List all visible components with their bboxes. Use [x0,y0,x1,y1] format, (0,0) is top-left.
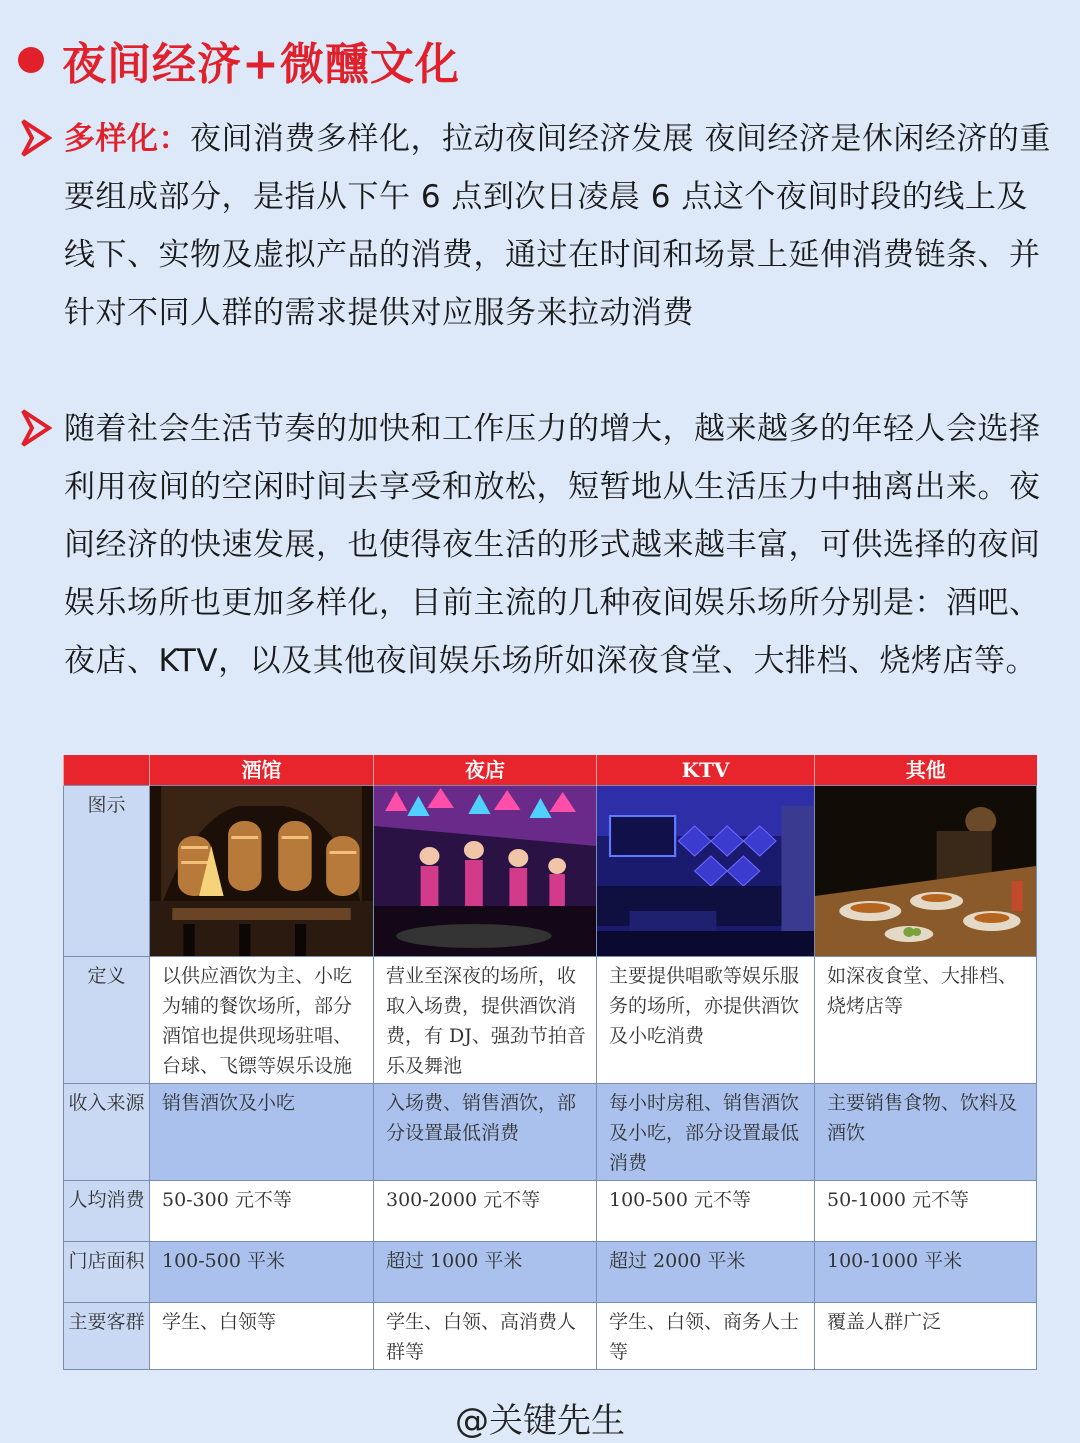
table-cell: 100-1000 平米 [815,1242,1037,1303]
row-label: 图示 [64,786,150,957]
table-row [64,1181,1037,1242]
table-row [64,957,1037,1084]
header-other: 其他 [815,755,1037,786]
table-cell: 50-1000 元不等 [815,1181,1037,1242]
table-row [64,1084,1037,1181]
title-row [18,28,460,92]
table-cell: 以供应酒饮为主、小吃为辅的餐饮场所，部分酒馆也提供现场驻唱、台球、飞镖等娱乐设施 [150,957,374,1084]
table-cell: 主要销售食物、饮料及酒饮 [815,1084,1037,1181]
row-label: 主要客群 [64,1303,150,1370]
header-nightclub: 夜店 [374,755,597,786]
row-label: 收入来源 [64,1084,150,1181]
page-title: 夜间经济+微醺文化 [62,39,460,90]
table-cell: 学生、白领、商务人士等 [597,1303,815,1370]
arrow-bullet-icon [20,408,52,448]
row-label: 定义 [64,957,150,1084]
nightclub-image [374,786,597,957]
bar-image [150,786,374,957]
table-cell: 超过 2000 平米 [597,1242,815,1303]
header-ktv: KTV [597,755,815,786]
venue-comparison-table [63,755,1037,1370]
row-label: 人均消费 [64,1181,150,1242]
table-cell: 每小时房租、销售酒饮及小吃，部分设置最低消费 [597,1084,815,1181]
table-cell: 50-300 元不等 [150,1181,374,1242]
paragraph-diversification [64,110,1054,342]
other-venue-image [815,786,1037,957]
paragraph-lead: 多样化： [64,121,190,157]
table-cell: 入场费、销售酒饮，部分设置最低消费 [374,1084,597,1181]
table-cell: 营业至深夜的场所，收取入场费，提供酒饮消费，有 DJ、强劲节拍音乐及舞池 [374,957,597,1084]
header-bar: 酒馆 [150,755,374,786]
table-cell: 学生、白领、高消费人群等 [374,1303,597,1370]
paragraph-nightlife: 随着社会生活节奏的加快和工作压力的增大，越来越多的年轻人会选择利用夜间的空闲时间去享受和放松，短暂地从生活压力中抽离出来。夜间经济的快速发展，也使得夜生活的形式越来越丰富，可供选择的夜间娱乐场所也更加多样化，目前主流的几种夜间娱乐场所分别是：酒吧、夜店、KTV，以及其他夜间娱乐场所如深夜食堂、大排档、烧烤店等。 [64,411,1041,679]
table-row [64,1303,1037,1370]
table-cell: 100-500 元不等 [597,1181,815,1242]
ktv-image [597,786,815,957]
table-header-row [64,755,1037,786]
row-label: 门店面积 [64,1242,150,1303]
table-cell: 超过 1000 平米 [374,1242,597,1303]
arrow-bullet-icon [20,118,52,158]
header-corner [64,755,150,786]
table-cell: 300-2000 元不等 [374,1181,597,1242]
table-cell: 如深夜食堂、大排档、烧烤店等 [815,957,1037,1084]
bullet-dot-icon [18,47,44,73]
table-cell: 覆盖人群广泛 [815,1303,1037,1370]
table-cell: 学生、白领等 [150,1303,374,1370]
author-watermark: @关键先生 [455,1401,625,1441]
table-cell: 主要提供唱歌等娱乐服务的场所，亦提供酒饮及小吃消费 [597,957,815,1084]
table-row-images [64,786,1037,957]
paragraph-text: 夜间消费多样化，拉动夜间经济发展 夜间经济是休闲经济的重要组成部分，是指从下午 6 点到次日凌晨 6 点这个夜间时段的线上及线下、实物及虚拟产品的消费，通过在时间和场景上延伸消费链条、并针对不同人群的需求提供对应服务来拉动消费 [64,121,1051,331]
table-cell: 100-500 平米 [150,1242,374,1303]
table-row [64,1242,1037,1303]
table-cell: 销售酒饮及小吃 [150,1084,374,1181]
